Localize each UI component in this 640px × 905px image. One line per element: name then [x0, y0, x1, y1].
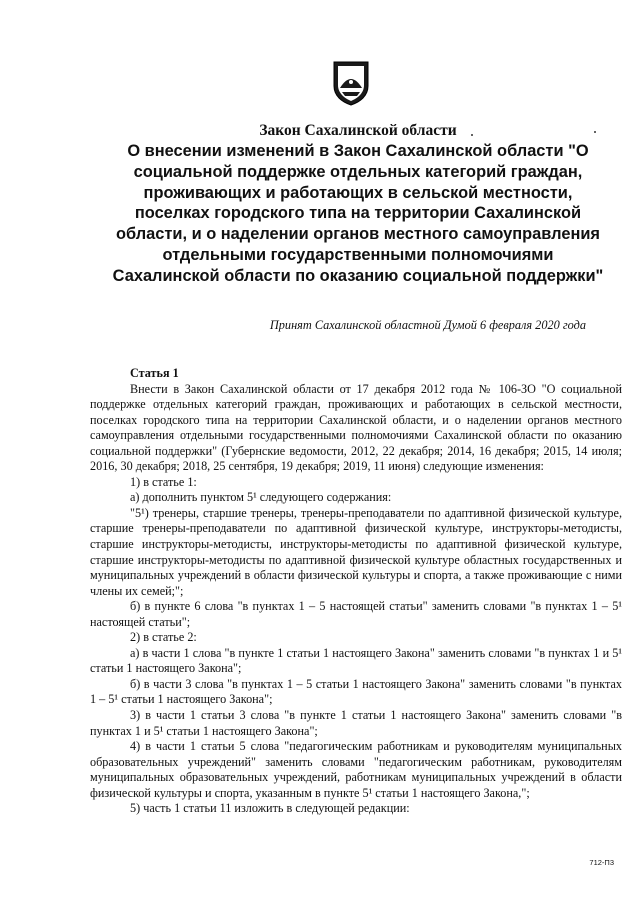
- scan-speck: [594, 131, 596, 133]
- paragraph: б) в пункте 6 слова "в пунктах 1 – 5 настоящей статьи" заменить словами "в пунктах 1 – 5¹ настоящей статьи";: [90, 599, 622, 629]
- article-heading: Статья 1: [130, 366, 179, 380]
- article-body: [90, 366, 622, 817]
- document-code: 712-П3: [589, 858, 614, 867]
- paragraph: 1) в статье 1:: [130, 474, 197, 489]
- paragraph: а) в части 1 слова "в пункте 1 статьи 1 настоящего Закона" заменить словами "в пунктах 1 и 5¹ статьи 1 настоящего Закона";: [90, 645, 622, 676]
- paragraph: 2) в статье 2:: [130, 630, 197, 645]
- paragraph: "5¹) тренеры, старшие тренеры, тренеры-преподаватели по адаптивной физической культуре, старшие тренеры-преподаватели по адаптивной физической культуре, инструкторы-методисты, старшие инструкторы-методисты, инструкторы-методисты по адаптивной физической культуре, старшие инструкторы-методисты по адаптивной физической культуре областных государственных и муниципальных учреждений в области физической культуры и спорта, а также проживающие с ними члены их семей;";: [90, 505, 622, 598]
- adoption-note: Принят Сахалинской областной Думой 6 февраля 2020 года: [269, 318, 586, 332]
- scan-speck: [471, 134, 473, 136]
- law-title: Закон Сахалинской области: [259, 122, 457, 139]
- paragraph: 3) в части 1 статьи 3 слова "в пункте 1 статьи 1 настоящего Закона" заменить словами "в пунктах 1 и 5¹ статьи 1 настоящего Закона";: [90, 708, 622, 738]
- paragraph: Внести в Закон Сахалинской области от 17 декабря 2012 года № 106-ЗО "О социальной поддержке отдельных категорий граждан, проживающих и работающих в сельской местности, поселках городского типа на территории Сахалинской области, и о наделении органов местного самоуправления отдельными государственными полномочиями Сахалинской области по оказанию социальной поддержки" (Губернские ведомости, 2012, 22 декабря; 2014, 16 декабря; 2015, 14 июля; 2016, 30 декабря; 2018, 25 сентября, 19 декабря; 2019, 11 июня) следующие изменения:: [90, 381, 622, 474]
- paragraph: б) в части 3 слова "в пунктах 1 – 5 статьи 1 настоящего Закона" заменить словами "в пунктах 1 – 5¹ статьи 1 настоящего Закона";: [90, 676, 622, 707]
- paragraph: а) дополнить пунктом 5¹ следующего содержания:: [130, 490, 392, 505]
- law-main-title: О внесении изменений в Закон Сахалинской области "О социальной поддержке отдельных категорий граждан, проживающих и работающих в сельской местности, поселках городского типа на территории Сахалинской области, и о наделении органов местного самоуправления отдельными государственными полномочиями Сахалинской области по оказанию социальной поддержки": [112, 142, 604, 285]
- coat-of-arms-icon: [330, 58, 372, 106]
- paragraph: 5) часть 1 статьи 11 изложить в следующей редакции:: [130, 801, 410, 816]
- paragraph: 4) в части 1 статьи 5 слова "педагогическим работникам и руководителям муниципальных образовательных учреждений" заменить словами "педагогическим работникам, руководителям муниципальных образовательных учреждений, работникам муниципальных учреждений в области физической культуры и спорта, указанным в пункте 5¹ статьи 1 настоящего Закона,";: [90, 739, 622, 800]
